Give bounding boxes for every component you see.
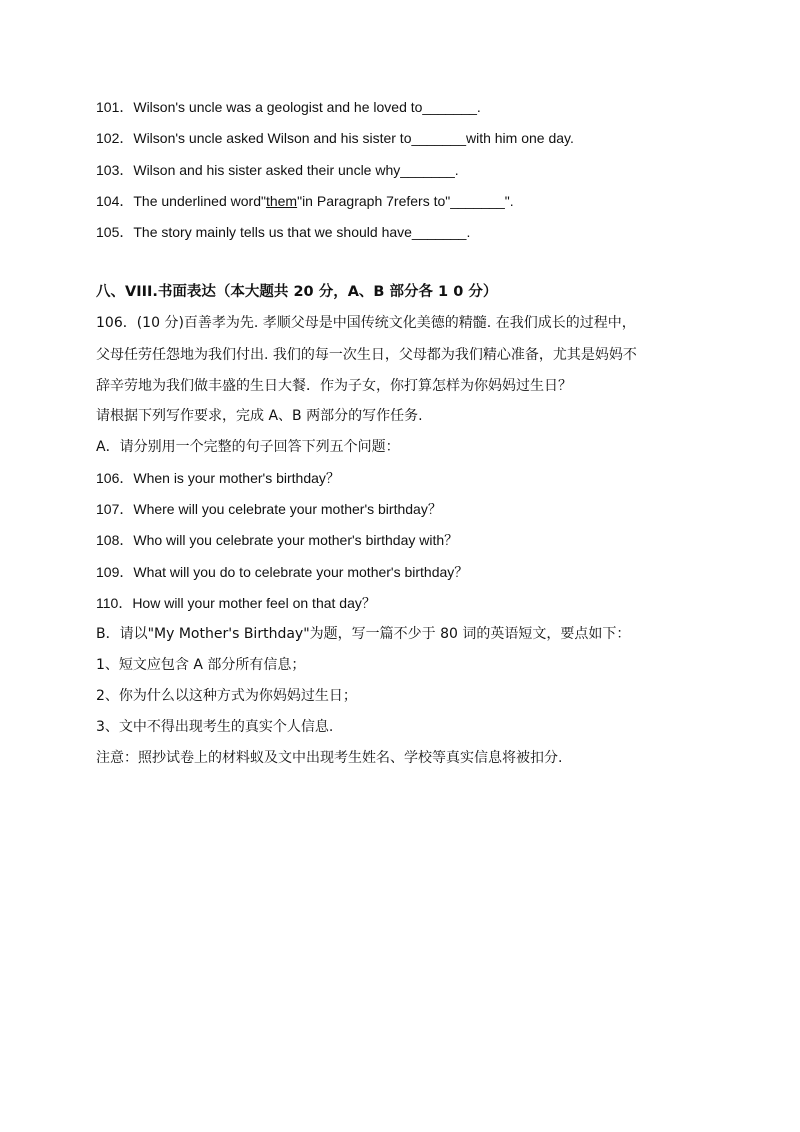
underlined-word: them <box>265 193 298 209</box>
part-a-instruction: A．请分别用一个完整的句子回答下列五个问题： <box>96 439 400 455</box>
part-a-question-110: 110．How will your mother feel on that day？ <box>96 595 376 611</box>
part-a-question-106: 106．When is your mother's birthday？ <box>96 470 340 486</box>
intro-line-3: 辞辛劳地为我们做丰盛的生日大餐．作为子女，你打算怎样为你妈妈过生日？ <box>96 378 572 394</box>
section-heading: 八、VIII.书面表达（本大题共 20 分，A、B 部分各 1 0 分） <box>96 284 498 300</box>
part-a-question-108: 108．Who will you celebrate your mother's birthday with？ <box>96 532 459 548</box>
intro-line-4: 请根据下列写作要求，完成 A、B 两部分的写作任务. <box>96 408 423 424</box>
part-a-question-109: 109．What will you do to celebrate your mother's birthday？ <box>96 564 469 580</box>
part-a-question-107: 107．Where will you celebrate your mother's birthday？ <box>96 501 442 517</box>
question-102: 102．Wilson's uncle asked Wilson and his sister to_______with him one day. <box>96 130 574 146</box>
part-b-point-2: 2、你为什么以这种方式为你妈妈过生日； <box>96 688 357 704</box>
question-103: 103．Wilson and his sister asked their uncle why_______. <box>96 162 459 178</box>
part-b-instruction: B．请以"My Mother's Birthday"为题，写一篇不少于 80 词的英语短文，要点如下： <box>96 626 631 642</box>
intro-line-2: 父母任劳任怨地为我们付出. 我们的每一次生日，父母都为我们精心准备，尤其是妈妈不 <box>96 347 637 363</box>
question-105: 105．The story mainly tells us that we should have_______. <box>96 224 471 240</box>
part-b-point-3: 3、文中不得出现考生的真实个人信息. <box>96 719 334 735</box>
exam-note: 注意：照抄试卷上的材料蚁及文中出现考生姓名、学校等真实信息将被扣分. <box>96 750 563 766</box>
question-104-prefix: 104．The underlined word" <box>96 193 266 209</box>
intro-line-1: 106．(10 分)百善孝为先. 孝顺父母是中国传统文化美德的精髓. 在我们成长的过程中， <box>96 315 636 331</box>
question-104-suffix: "in Paragraph 7refers to"_______". <box>297 193 514 209</box>
question-104 <box>96 191 514 211</box>
question-101: 101．Wilson's uncle was a geologist and he loved to_______. <box>96 99 481 115</box>
part-b-point-1: 1、短文应包含 A 部分所有信息； <box>96 657 306 673</box>
